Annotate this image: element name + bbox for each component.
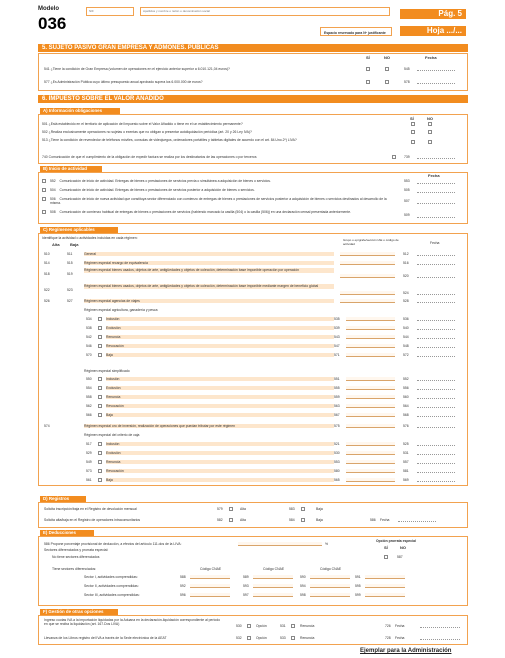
label-alta-579: Alta: [240, 507, 246, 511]
code-526: 526: [44, 299, 50, 303]
code-514: 514: [44, 261, 50, 265]
sector-code: 588: [180, 575, 186, 579]
caja-code-c2: 553: [334, 460, 340, 464]
label-fecha-728: Fecha: [395, 636, 405, 640]
agri-field[interactable]: [346, 335, 395, 339]
simp-field[interactable]: [346, 386, 395, 390]
sector-cnae-field[interactable]: [190, 593, 230, 597]
row-registro-devolucion: Solicita inscripción/baja en el Registro de devolución mensual: [44, 507, 137, 511]
agri-code-c2: 539: [334, 326, 340, 330]
agri-checkbox[interactable]: [98, 326, 102, 330]
checkbox-740[interactable]: [392, 155, 396, 159]
section-6c-intro: Identifique la actividad o actividades incluidas en cada régimen:: [42, 236, 138, 240]
pct-sign: %: [325, 542, 329, 546]
code-578: 578: [404, 80, 410, 84]
col-fecha-c: Fecha: [430, 241, 440, 245]
sector-cnae-field[interactable]: [365, 575, 405, 579]
simp-code-c2: 559: [334, 395, 340, 399]
row-agencias: Régimen especial agencias de viajes: [84, 299, 334, 303]
caja-code-c3: 531: [403, 451, 409, 455]
code-505: 505: [404, 188, 410, 192]
code-512: 512: [403, 252, 409, 256]
simp-label: Revocación: [106, 404, 334, 408]
caja-title: Régimen especial del criterio de caja: [84, 433, 140, 437]
code-510: 510: [44, 252, 50, 256]
date-516[interactable]: [417, 261, 455, 265]
sheet-number: Hoja .../...: [400, 26, 466, 36]
nif-field[interactable]: [86, 7, 134, 16]
code-511: 511: [67, 252, 73, 256]
checkbox-501-si[interactable]: [411, 122, 415, 126]
code-553: 553: [404, 179, 410, 183]
cnae-header-3: Código CNAE: [320, 567, 342, 571]
simp-checkbox[interactable]: [98, 386, 102, 390]
nif-label: NIF: [89, 9, 94, 13]
code-527: 527: [67, 299, 73, 303]
simp-label: Renuncia: [106, 395, 334, 399]
caja-code-c3: 557: [403, 460, 409, 464]
agri-code-c3: 572: [403, 353, 409, 357]
caja-code-c2: 565: [334, 478, 340, 482]
section-6d-title: D) Registros: [40, 496, 86, 502]
agri-label: Inclusión: [106, 317, 334, 321]
simp-date[interactable]: [417, 377, 455, 381]
field-586-pct[interactable]: [238, 542, 322, 546]
simp-checkbox[interactable]: [98, 377, 102, 381]
sector-cnae-field[interactable]: [253, 575, 293, 579]
checkbox-531-f[interactable]: [291, 624, 295, 628]
simp-checkbox[interactable]: [98, 413, 102, 417]
date-545[interactable]: [417, 67, 455, 71]
reserved-label: Espacio reservado para Nº justificante: [324, 30, 386, 35]
agri-checkbox[interactable]: [98, 317, 102, 321]
sector-code: 594: [300, 584, 306, 588]
simp-field[interactable]: [346, 404, 395, 408]
section-6b-col-fecha: Fecha: [428, 173, 440, 178]
field-575[interactable]: [346, 424, 395, 428]
simp-code-c1: 566: [86, 413, 92, 417]
agri-code-c1: 538: [86, 326, 92, 330]
sector-cnae-field[interactable]: [310, 575, 350, 579]
sector-code: 592: [180, 584, 186, 588]
row-508: 508 Comunicación de comienzo habitual de entregas de bienes o prestaciones de servicios (habiendo marcado la casilla (504) o la casilla (506)) en una declaración censal presentada anteriormente.: [50, 210, 352, 214]
sector-label: Sector II, actividades comprendidas:: [84, 584, 139, 588]
agri-date[interactable]: [417, 317, 455, 321]
agri-code-c2: 571: [334, 353, 340, 357]
row-577: 577 ¿Es Administración Pública cuyo último presupuesto anual aprobado supera los 6.000.000 de euros?: [44, 80, 203, 84]
modelo-label: Modelo: [38, 6, 59, 12]
simp-date[interactable]: [417, 395, 455, 399]
simp-field[interactable]: [346, 377, 395, 381]
sector-cnae-field[interactable]: [190, 584, 230, 588]
date-520[interactable]: [417, 274, 455, 278]
sector-code: 597: [243, 593, 249, 597]
row-740: 740 Comunicación de que el cumplimiento de la obligación de expedir factura se realiza por los destinatarios de las operaciones o por terceros: [42, 155, 257, 159]
caja-code-c2: 530: [334, 451, 340, 455]
caja-checkbox[interactable]: [98, 460, 102, 464]
agri-code-c2: 535: [334, 317, 340, 321]
date-524[interactable]: [417, 291, 455, 295]
agri-date[interactable]: [417, 353, 455, 357]
simp-label: Baja: [106, 413, 334, 417]
agri-date[interactable]: [417, 326, 455, 330]
footer-copy-label: Ejemplar para la Administración: [360, 648, 452, 654]
agri-field[interactable]: [346, 353, 395, 357]
cnae-header-2: Código CNAE: [263, 567, 285, 571]
sector-code: 593: [243, 584, 249, 588]
agri-label: Renuncia: [106, 335, 334, 339]
caja-checkbox[interactable]: [98, 442, 102, 446]
checkbox-577-si[interactable]: [366, 80, 370, 84]
row-oro: Régimen especial oro de inversión, realización de operaciones que puedan tributar por este régimen: [84, 424, 334, 428]
simp-checkbox[interactable]: [98, 395, 102, 399]
checkbox-502-si[interactable]: [411, 130, 415, 134]
code-515: 515: [67, 261, 73, 265]
simp-date[interactable]: [417, 386, 455, 390]
caja-code-c1: 529: [86, 451, 92, 455]
col-alta: Alta: [52, 242, 60, 247]
sector-cnae-field[interactable]: [310, 593, 350, 597]
simp-code-c3: 556: [403, 386, 409, 390]
simp-label: Inclusión: [106, 377, 334, 381]
simp-code-c3: 568: [403, 413, 409, 417]
code-574: 574: [44, 424, 50, 428]
caja-date[interactable]: [417, 460, 455, 464]
code-531-f: 531: [280, 624, 286, 628]
sector-cnae-field[interactable]: [253, 584, 293, 588]
simp-code-c1: 562: [86, 404, 92, 408]
row-552: 552 Comunicación de inicio de actividad. Entregas de bienes o prestaciones de servicios previa o simultánea a adquisición de bienes o servicios.: [50, 179, 271, 183]
agri-date[interactable]: [417, 335, 455, 339]
prorrata-label: Opción prorrata especial: [376, 539, 416, 543]
simp-code-c3: 564: [403, 404, 409, 408]
simp-code-c2: 563: [334, 404, 340, 408]
caja-code-c1: 561: [86, 478, 92, 482]
date-586[interactable]: [398, 518, 436, 522]
checkbox-501-no[interactable]: [428, 122, 432, 126]
code-520: 520: [403, 274, 409, 278]
simp-code-c1: 554: [86, 386, 92, 390]
row-bienes-usados-2: Régimen especial bienes usados, objetos de arte, antigüedades y objetos de colección, determinación base imponible mediante margen de beneficio global: [84, 284, 334, 289]
caja-label: Baja: [106, 478, 334, 482]
section-5-col-fecha: Fecha: [425, 55, 437, 60]
code-519: 519: [67, 272, 73, 276]
date-553[interactable]: [417, 180, 455, 184]
sector-cnae-field[interactable]: [190, 575, 230, 579]
checkbox-541-si[interactable]: [366, 67, 370, 71]
caja-checkbox[interactable]: [98, 469, 102, 473]
simp-code-c2: 551: [334, 377, 340, 381]
section-6a-title: A) Información obligaciones: [40, 108, 120, 114]
section-5-col-no: NO: [384, 55, 390, 60]
caja-code-c3: 525: [403, 442, 409, 446]
no-sectors-label: No tiene sectores diferenciados: [52, 555, 100, 559]
has-sectors-label: Tiene sectores diferenciados:: [52, 567, 97, 571]
page-number: Pág. 5: [400, 9, 466, 19]
row-541: 541 ¿Tiene la condición de Gran Empresa (volumen de operaciones en el ejercicio anterior superior a 6.010.121,04 euros)?: [44, 67, 230, 71]
agri-label: Exclusión: [106, 326, 334, 330]
simp-label: Exclusión: [106, 386, 334, 390]
row-sede-electronica: Llevanza de los Libros registro del IVA a través de la Sede electrónica de la AEAT: [44, 636, 167, 640]
caja-field[interactable]: [346, 469, 395, 473]
caja-date[interactable]: [417, 469, 455, 473]
section-6d-box: [38, 502, 468, 528]
agri-code-c1: 570: [86, 353, 92, 357]
agri-code-c3: 540: [403, 326, 409, 330]
agri-field[interactable]: [346, 326, 395, 330]
sector-code: 589: [243, 575, 249, 579]
sector-cnae-field[interactable]: [365, 593, 405, 597]
date-739[interactable]: [417, 155, 455, 159]
date-509[interactable]: [417, 214, 455, 218]
simp-date[interactable]: [417, 404, 455, 408]
date-507[interactable]: [417, 200, 455, 204]
sector-code: 595: [355, 584, 361, 588]
code-586: 586: [370, 518, 376, 522]
cnae-header-1: Código CNAE: [200, 567, 222, 571]
name-label: Apellidos y nombre o razón o denominación social: [143, 9, 210, 13]
section-6e-col-si: SÍ: [384, 545, 388, 550]
code-523: 523: [67, 288, 73, 292]
agri-label: Revocación: [106, 344, 334, 348]
section-5-title: 5. SUJETO PASIVO GRAN EMPRESA Y ADMONES. PÚBLICAS: [38, 44, 468, 52]
caja-code-c3: 581: [403, 469, 409, 473]
simp-field[interactable]: [346, 395, 395, 399]
caja-label: Renuncia: [106, 460, 334, 464]
sector-cnae-field[interactable]: [253, 593, 293, 597]
code-587: 587: [397, 555, 403, 559]
field-527[interactable]: [340, 299, 395, 303]
row-501: 501 ¿Está establecido en el territorio de aplicación del Impuesto sobre el Valor Añadido o tiene en el un establecimiento permanente?: [42, 122, 243, 126]
section-6a-col-no: NO: [427, 116, 433, 121]
caja-checkbox[interactable]: [98, 451, 102, 455]
agri-field[interactable]: [346, 317, 395, 321]
caja-field[interactable]: [346, 478, 395, 482]
label-alta-582: Alta: [240, 518, 246, 522]
label-fecha-726: Fecha: [395, 624, 405, 628]
caja-field[interactable]: [346, 460, 395, 464]
code-524: 524: [403, 291, 409, 295]
agri-code-c3: 544: [403, 335, 409, 339]
date-512[interactable]: [417, 252, 455, 256]
label-baja-583: Baja: [316, 507, 323, 511]
label-opcion-532: Opción: [256, 636, 267, 640]
checkbox-532[interactable]: [247, 636, 251, 640]
code-528: 528: [403, 299, 409, 303]
modelo-number: 036: [38, 14, 67, 33]
sector-label: Sector I, actividades comprendidas:: [84, 575, 138, 579]
code-530-f: 530: [236, 624, 242, 628]
caja-label: Revocación: [106, 469, 334, 473]
caja-code-c1: 517: [86, 442, 92, 446]
sector-code: 598: [300, 593, 306, 597]
code-545: 545: [404, 67, 410, 71]
agri-code-c1: 546: [86, 344, 92, 348]
code-509: 509: [404, 213, 410, 217]
caja-label: Exclusión: [106, 451, 334, 455]
agri-field[interactable]: [346, 344, 395, 348]
checkbox-504[interactable]: [42, 188, 46, 192]
sector-code: 596: [180, 593, 186, 597]
date-576[interactable]: [417, 424, 455, 428]
field-523[interactable]: [340, 291, 395, 295]
agri-code-c2: 547: [334, 344, 340, 348]
code-532: 532: [236, 636, 242, 640]
field-515[interactable]: [340, 261, 395, 265]
col-group: Grupo o epígrafe/sección IAE o código de actividad: [343, 238, 399, 246]
agri-code-c3: 548: [403, 344, 409, 348]
code-575: 575: [334, 424, 340, 428]
agri-code-c1: 534: [86, 317, 92, 321]
simp-code-c2: 555: [334, 386, 340, 390]
sector-cnae-field[interactable]: [310, 584, 350, 588]
checkbox-508[interactable]: [42, 210, 46, 214]
field-511[interactable]: [340, 252, 395, 256]
section-6a-col-si: SÍ: [410, 116, 414, 121]
caja-checkbox[interactable]: [98, 478, 102, 482]
section-6c-title: C) Regímenes aplicables: [40, 227, 118, 233]
reserved-box: [320, 27, 392, 36]
simp-code-c3: 560: [403, 395, 409, 399]
section-5-box: [38, 53, 468, 91]
name-field[interactable]: [140, 7, 390, 16]
checkbox-530-f[interactable]: [247, 624, 251, 628]
section-6-title: 6. IMPUESTO SOBRE EL VALOR AÑADIDO: [38, 95, 468, 103]
sector-cnae-field[interactable]: [365, 584, 405, 588]
code-726: 726: [385, 624, 391, 628]
code-582: 582: [217, 518, 223, 522]
label-opcion-530: Opción: [256, 624, 267, 628]
checkbox-533[interactable]: [291, 636, 295, 640]
label-renuncia-533: Renuncia: [300, 636, 315, 640]
agri-title: Régimen especial agricultura, ganadería y pesca: [84, 308, 158, 312]
checkbox-579[interactable]: [229, 507, 233, 511]
agri-code-c1: 542: [86, 335, 92, 339]
sector-code: 591: [355, 575, 361, 579]
simp-code-c1: 558: [86, 395, 92, 399]
simp-code-c1: 550: [86, 377, 92, 381]
agri-checkbox[interactable]: [98, 344, 102, 348]
checkbox-506[interactable]: [42, 197, 46, 201]
caja-field[interactable]: [346, 451, 395, 455]
checkbox-583[interactable]: [301, 507, 305, 511]
simp-checkbox[interactable]: [98, 404, 102, 408]
caja-date[interactable]: [417, 451, 455, 455]
code-583: 583: [289, 507, 295, 511]
col-baja: Baja: [70, 242, 79, 247]
agri-code-c2: 543: [334, 335, 340, 339]
date-505[interactable]: [417, 189, 455, 193]
checkbox-582[interactable]: [229, 518, 233, 522]
caja-date[interactable]: [417, 442, 455, 446]
row-recargo: Régimen especial recargo de equivalencia: [84, 261, 334, 265]
row-502: 502 ¿Realiza exclusivamente operaciones no sujetas o exentas que no obligan a presentar autoliquidación periódica (art. 20 y 26 Ley IVA)?: [42, 130, 252, 134]
date-726[interactable]: [420, 624, 460, 628]
caja-code-c2: 521: [334, 442, 340, 446]
caja-code-c3: 569: [403, 478, 409, 482]
simp-field[interactable]: [346, 413, 395, 417]
caja-field[interactable]: [346, 442, 395, 446]
row-importacion: Ingreso cuotas IVA a la importación liquidadas por la Aduana en la declaración-liquidación correspondiente al periodo en que se reciba la liquidación (art. 167.Dos LIVA): [44, 618, 220, 626]
date-528[interactable]: [417, 299, 455, 303]
label-baja-584: Baja: [316, 518, 323, 522]
code-728: 728: [385, 636, 391, 640]
date-728[interactable]: [420, 636, 460, 640]
agri-date[interactable]: [417, 344, 455, 348]
caja-code-c1: 549: [86, 460, 92, 464]
agri-checkbox[interactable]: [98, 353, 102, 357]
agri-label: Baja: [106, 353, 334, 357]
code-584: 584: [289, 518, 295, 522]
label-renuncia-531: Renuncia: [300, 624, 315, 628]
caja-label: Inclusión: [106, 442, 334, 446]
checkbox-502-no[interactable]: [428, 130, 432, 134]
field-519[interactable]: [340, 274, 395, 278]
row-504: 504 Comunicación de inicio de actividad. Entregas de bienes o prestaciones de servicios posterior a adquisición de bienes o servicios.: [50, 188, 255, 192]
checkbox-587-si[interactable]: [384, 555, 388, 559]
simp-date[interactable]: [417, 413, 455, 417]
simp-code-c3: 552: [403, 377, 409, 381]
agri-code-c3: 536: [403, 317, 409, 321]
code-507: 507: [404, 199, 410, 203]
code-522: 522: [44, 288, 50, 292]
code-576: 576: [403, 424, 409, 428]
row-506: 506 Comunicación de inicio de nueva actividad que constituya sector diferenciado con comienzo de entregas de bienes o prestaciones de servicios posterior a adquisición de bienes o servicios destinados al desarrollo de la misma.: [50, 197, 387, 205]
row-general: General: [84, 252, 334, 256]
caja-code-c2: 580: [334, 469, 340, 473]
checkbox-513-si[interactable]: [411, 140, 415, 144]
section-6b-title: B) Inicio de actividad: [40, 166, 102, 172]
date-578[interactable]: [417, 80, 455, 84]
code-533: 533: [280, 636, 286, 640]
code-579: 579: [217, 507, 223, 511]
sectors-label: Sectores diferenciados y prorrata especial:: [44, 548, 109, 552]
simp-code-c2: 567: [334, 413, 340, 417]
simp-title: Régimen especial simplificado: [84, 369, 130, 373]
agri-checkbox[interactable]: [98, 335, 102, 339]
checkbox-577-no[interactable]: [385, 80, 389, 84]
section-6e-col-no: NO: [400, 545, 406, 550]
checkbox-541-no[interactable]: [385, 67, 389, 71]
row-registro-intracomunitarios: Solicita alta/baja en el Registro de operadores intracomunitarios: [44, 518, 141, 522]
checkbox-552[interactable]: [42, 179, 46, 183]
row-proposal: 586 Propone porcentaje provisional de deducción, a efectos del artículo 111.dos de la LIVA:: [44, 542, 182, 546]
sector-code: 599: [355, 593, 361, 597]
caja-code-c1: 573: [86, 469, 92, 473]
section-6e-title: E) Deducciones: [40, 530, 94, 536]
checkbox-584[interactable]: [301, 518, 305, 522]
section-6f-title: F) Gestión de otras opciones: [40, 609, 118, 615]
checkbox-513-no[interactable]: [428, 140, 432, 144]
sector-code: 590: [300, 575, 306, 579]
row-bienes-usados-1: Régimen especial bienes usados, objetos de arte, antigüedades y objetos de colección, determinación base imponible operación por operación: [84, 268, 334, 273]
code-518: 518: [44, 272, 50, 276]
sector-label: Sector III, actividades comprendidas:: [84, 593, 140, 597]
label-fecha-586: Fecha: [380, 518, 390, 522]
code-516: 516: [403, 261, 409, 265]
caja-date[interactable]: [417, 478, 455, 482]
section-5-col-si: SÍ: [366, 55, 370, 60]
code-739: 739: [404, 155, 410, 159]
row-513: 513 ¿Tiene la condición de revendedor de teléfonos móviles, consolas de videojuegos, ordenadores portátiles y tabletas digitales de acuerdo con el art. 84.Uno.2º) LIVA?: [42, 138, 297, 142]
